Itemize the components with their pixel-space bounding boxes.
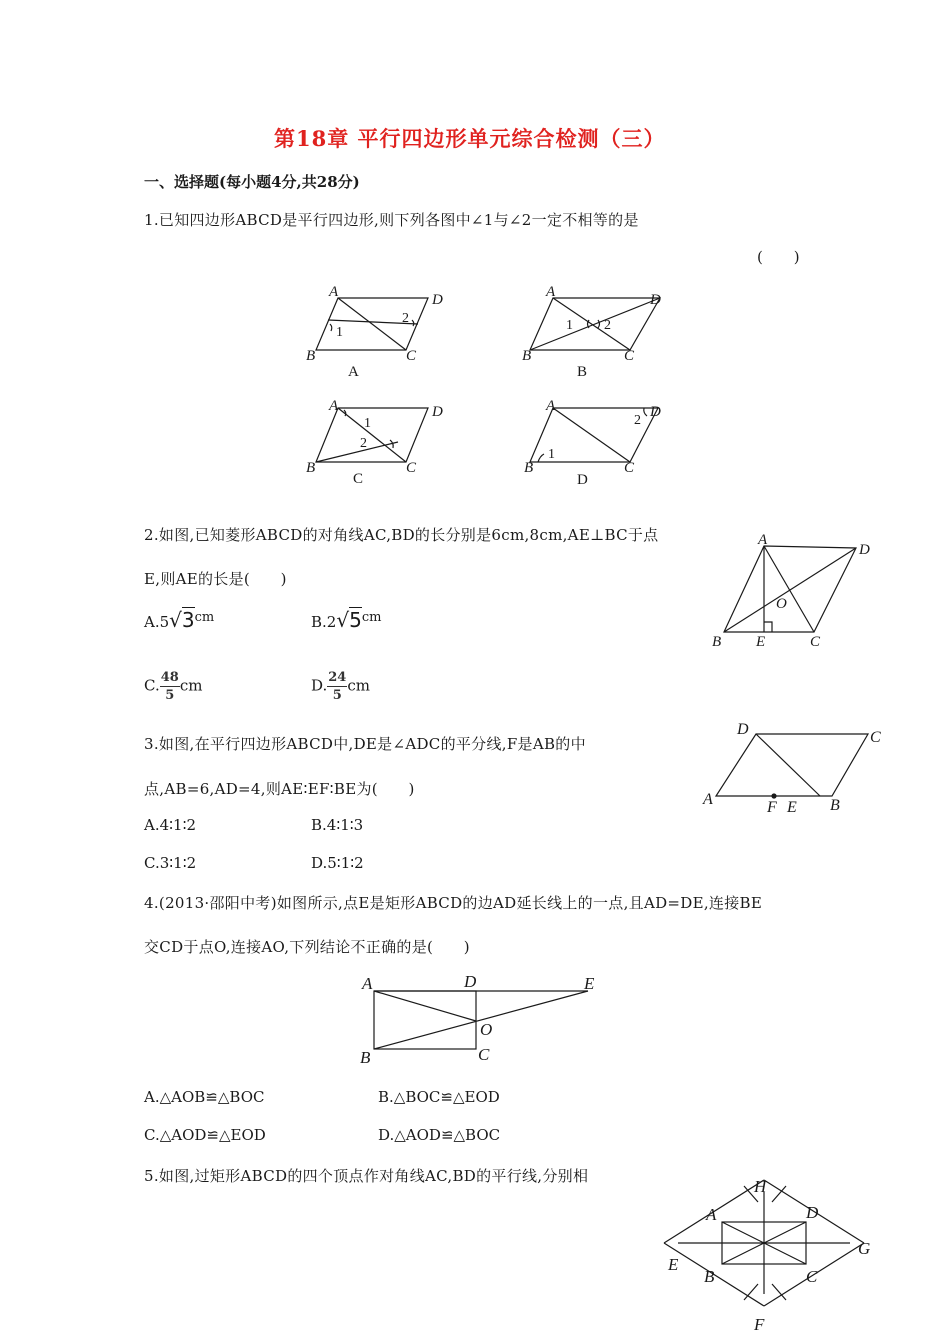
q2-label-c: C — [810, 634, 821, 650]
option-c-unit: cm — [179, 676, 203, 695]
fig-b-label-b: B — [522, 348, 532, 364]
q4-label-c: C — [478, 1045, 490, 1064]
fig-c-label-c: C — [406, 460, 417, 476]
question-4-option-b: B.△BOC≌△EOD — [378, 1088, 500, 1106]
question-3-line-2: 点,AB=6,AD=4,则AE∶EF∶BE为( ) — [144, 780, 415, 798]
q4-label-a: A — [362, 974, 373, 993]
fig-d-angle-2: 2 — [634, 413, 641, 428]
fig-b-label-c: C — [624, 348, 635, 364]
question-2-option-c — [144, 669, 202, 704]
fraction — [160, 669, 180, 704]
question-3-option-a: A.4∶1∶2 — [144, 816, 197, 834]
q3-label-a: A — [703, 791, 713, 808]
q3-label-c: C — [870, 729, 881, 746]
fig-b-angle-2: 2 — [604, 318, 611, 333]
question-2-line-2: E,则AE的长是( ) — [144, 570, 287, 588]
question-3-option-d: D.5∶1∶2 — [311, 854, 364, 872]
q3-label-f: F — [767, 799, 777, 816]
q5-label-a: A — [706, 1205, 717, 1224]
fig-b-label-a: A — [546, 284, 556, 300]
fig-d-caption: D — [577, 472, 588, 488]
option-a-prefix: A.5 — [144, 613, 170, 631]
question-2-option-d — [311, 669, 370, 704]
question-4-figure — [350, 965, 610, 1070]
q5-label-c: C — [806, 1267, 818, 1286]
q5-label-d: D — [806, 1203, 819, 1222]
section-heading: 一、选择题(每小题4分,共28分) — [144, 173, 360, 191]
fig-c-angle-1: 1 — [364, 416, 371, 431]
fig-b-angle-1: 1 — [566, 318, 573, 333]
fig-b-caption: B — [577, 364, 588, 380]
question-4-option-a: A.△AOB≌△BOC — [144, 1088, 265, 1106]
fig-a-caption: A — [348, 364, 359, 380]
q2-label-a: A — [758, 532, 768, 548]
fig-b-label-d: D — [650, 292, 661, 308]
question-2-figure — [700, 530, 890, 655]
q3-label-e: E — [787, 799, 797, 816]
fraction-denominator: 5 — [165, 688, 175, 703]
question-4-line-2: 交CD于点O,连接AO,下列结论不正确的是( ) — [144, 938, 470, 956]
question-1-figures — [290, 282, 680, 492]
fig-d-label-b: B — [524, 460, 534, 476]
q5-label-f: F — [754, 1315, 765, 1334]
q5-label-e: E — [668, 1255, 679, 1274]
question-2-option-b — [311, 608, 381, 632]
q4-label-e: E — [584, 974, 595, 993]
option-b-radicand: 5 — [349, 608, 362, 632]
fig-a-label-c: C — [406, 348, 417, 364]
q2-label-b: B — [712, 634, 722, 650]
fig-c-label-d: D — [432, 404, 443, 420]
fig-a-label-a: A — [329, 284, 339, 300]
question-4-option-c: C.△AOD≌△EOD — [144, 1126, 266, 1144]
fig-c-label-b: B — [306, 460, 316, 476]
question-1-text: 1.已知四边形ABCD是平行四边形,则下列各图中∠1与∠2一定不相等的是 — [144, 211, 639, 229]
q4-label-o: O — [480, 1020, 493, 1039]
q5-label-h: H — [754, 1177, 767, 1196]
option-b-unit: cm — [361, 610, 382, 625]
q4-label-b: B — [360, 1048, 371, 1067]
q2-label-e: E — [756, 634, 766, 650]
q4-label-d: D — [464, 972, 477, 991]
option-c-prefix: C. — [144, 676, 160, 695]
question-2-option-a — [144, 608, 214, 632]
fig-d-angle-1: 1 — [548, 447, 555, 462]
option-b-prefix: B.2 — [311, 613, 337, 631]
option-d-unit: cm — [347, 676, 370, 695]
q3-label-b: B — [830, 797, 840, 814]
sqrt-icon: √ — [336, 608, 350, 632]
question-4-option-d: D.△AOD≌△BOC — [378, 1126, 501, 1144]
option-a-unit: cm — [194, 610, 215, 625]
fraction-numerator: 24 — [328, 670, 347, 685]
fig-d-label-d: D — [650, 404, 661, 420]
question-2-line-1: 2.如图,已知菱形ABCD的对角线AC,BD的长分别是6cm,8cm,AE⊥BC于点 — [144, 526, 659, 544]
fig-a-angle-2: 2 — [402, 311, 409, 326]
fig-d-label-c: C — [624, 460, 635, 476]
fraction-numerator: 48 — [160, 670, 179, 685]
q2-label-o: O — [776, 596, 787, 612]
fig-d-label-a: A — [546, 398, 556, 414]
question-3-option-b: B.4∶1∶3 — [311, 816, 364, 834]
q3-point-f — [771, 793, 776, 798]
fig-a-angle-1: 1 — [336, 325, 343, 340]
question-3-option-c: C.3∶1∶2 — [144, 854, 197, 872]
page-title: 第18章 平行四边形单元综合检测（三） — [274, 126, 666, 151]
fig-a-label-b: B — [306, 348, 316, 364]
q5-label-b: B — [704, 1267, 715, 1286]
question-3-figure — [696, 712, 896, 817]
q5-label-g: G — [858, 1239, 871, 1258]
sqrt-icon: √ — [169, 608, 182, 632]
question-3-line-1: 3.如图,在平行四边形ABCD中,DE是∠ADC的平分线,F是AB的中 — [144, 735, 586, 753]
option-a-radicand: 3 — [181, 608, 195, 632]
fig-c-angle-2: 2 — [360, 436, 367, 451]
question-5-figure — [660, 1172, 880, 1342]
fraction — [327, 669, 347, 704]
q2-label-d: D — [859, 542, 870, 558]
fig-a-label-d: D — [432, 292, 443, 308]
fig-c-caption: C — [353, 471, 364, 487]
question-4-line-1: 4.(2013·邵阳中考)如图所示,点E是矩形ABCD的边AD延长线上的一点,且AD=DE,连接BE — [144, 894, 763, 912]
fig-c-label-a: A — [329, 398, 339, 414]
q3-label-d: D — [737, 721, 749, 738]
question-1-answer-bracket: ( ) — [757, 248, 800, 266]
option-d-prefix: D. — [311, 676, 328, 695]
fraction-denominator: 5 — [332, 688, 342, 703]
question-5-line-1: 5.如图,过矩形ABCD的四个顶点作对角线AC,BD的平行线,分别相 — [144, 1167, 589, 1185]
